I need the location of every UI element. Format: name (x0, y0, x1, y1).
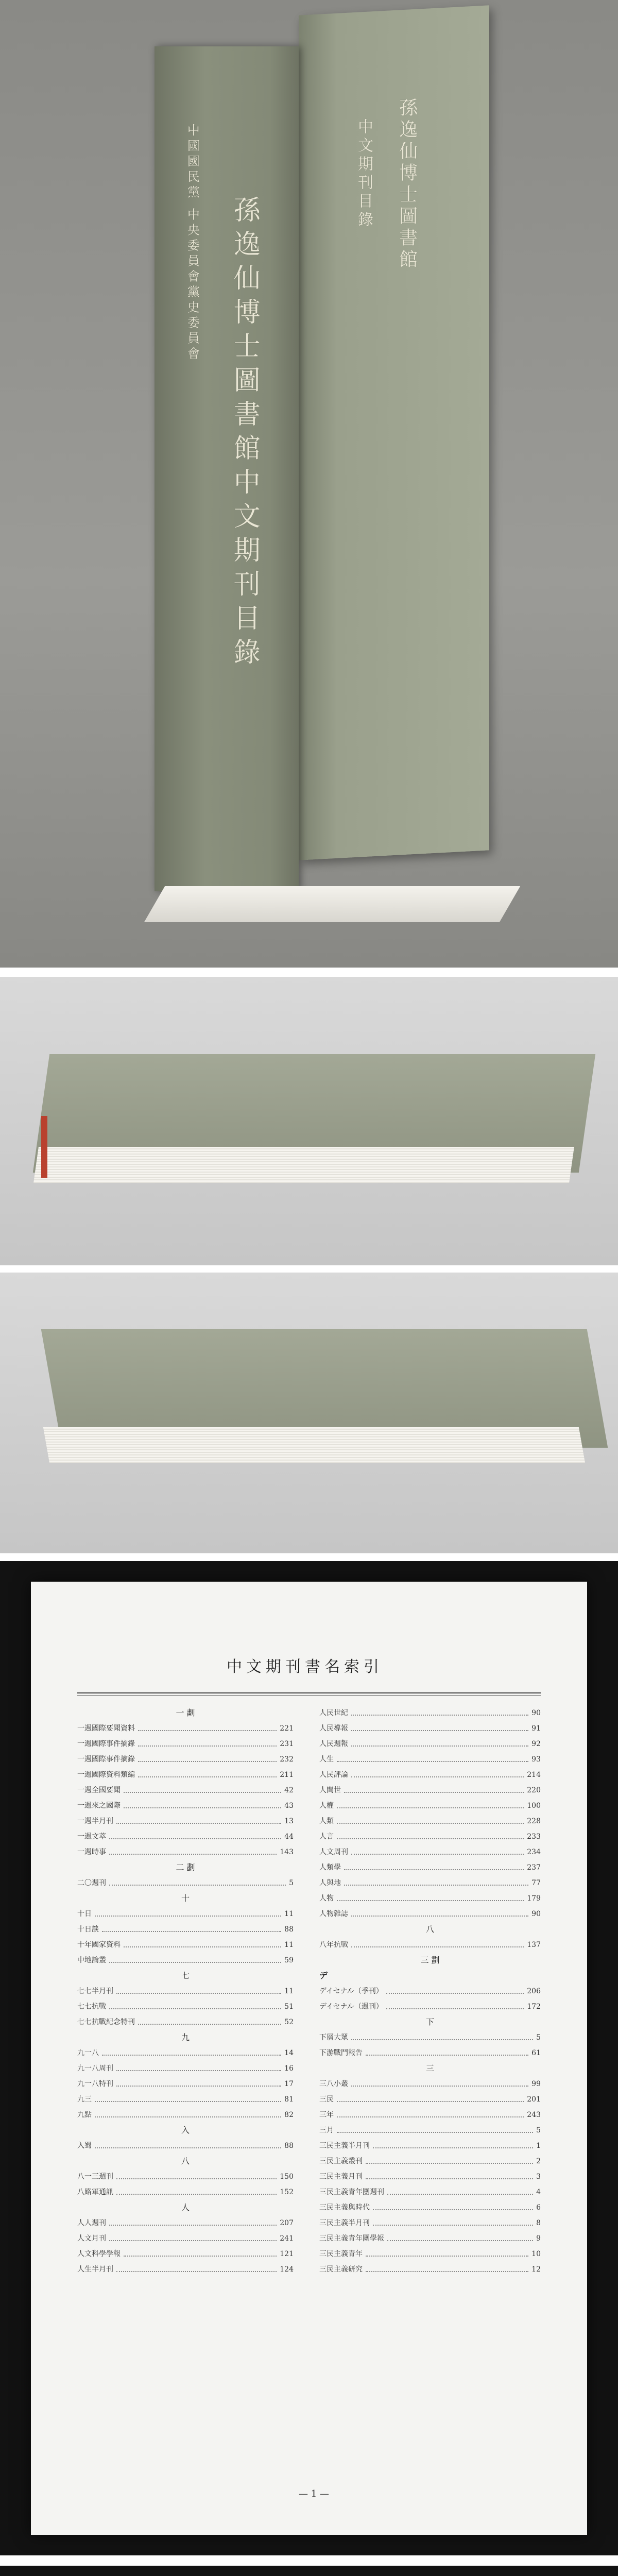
contents-entry (319, 2200, 541, 2215)
contents-entry-page: 43 (284, 1802, 294, 1810)
dot-leader (124, 1783, 281, 1793)
contents-entry-title: 人民世紀 (319, 1709, 348, 1717)
contents-left-column (77, 1705, 294, 2277)
contents-entry-title: 中地論叢 (77, 1956, 106, 1964)
dot-leader (351, 1767, 524, 1777)
contents-entry-page: 8 (536, 2219, 541, 2227)
contents-entry-page: 5 (289, 1879, 294, 1887)
contents-entry-title: 一週全國要聞 (77, 1786, 121, 1794)
contents-entry-title: 人與地 (319, 1879, 341, 1887)
dot-leader (386, 1984, 524, 1994)
contents-entry-page: 13 (284, 1817, 294, 1825)
dot-leader (138, 1721, 277, 1731)
contents-entry (77, 1875, 294, 1891)
dot-leader (373, 2215, 533, 2226)
contents-entry-title: 九一八 (77, 2049, 99, 2057)
contents-entry (77, 1736, 294, 1752)
contents-entry-title: 三民主義青年團週刊 (319, 2188, 384, 2196)
contents-entry-title: 一週國際要聞資料 (77, 1724, 135, 1733)
contents-entry-title: 一週時事 (77, 1848, 106, 1856)
contents-section-heading: 九 (181, 2032, 190, 2042)
contents-section-heading: 七 (181, 1971, 190, 1980)
contents-entry (77, 1829, 294, 1844)
contents-entry-page: 228 (527, 1817, 541, 1825)
contents-entry-title: 下游戰鬥報告 (319, 2049, 363, 2057)
contents-entry-page: 11 (284, 1987, 294, 1995)
contents-entry-page: 214 (527, 1771, 541, 1779)
contents-entry-title: 三民主義青年團學報 (319, 2234, 384, 2243)
contents-entry-page: 221 (280, 1724, 294, 1733)
cover-side-subtitle: 中文期刊目錄 (355, 118, 373, 230)
contents-entry-title: 三民主義研究 (319, 2265, 363, 2274)
contents-entry-title: 十日談 (77, 1925, 99, 1934)
contents-entry (319, 1783, 541, 1798)
contents-entry (77, 1906, 294, 1922)
contents-entry-title: 人民週報 (319, 1740, 348, 1748)
contents-entry-page: 137 (527, 1941, 541, 1949)
dot-leader (344, 1860, 524, 1870)
contents-entry-page: 241 (280, 2234, 294, 2243)
cover-side-title: 孫逸仙博士圖書館 (396, 98, 418, 271)
contents-entry-page: 12 (531, 2265, 541, 2274)
contents-entry (77, 2169, 294, 2184)
contents-entry-page: 16 (284, 2064, 294, 2073)
contents-entry-title: 三民主義與時代 (319, 2204, 370, 2212)
contents-entry (77, 2045, 294, 2061)
photo-book-spine (0, 0, 618, 968)
dot-leader (351, 1937, 524, 1947)
contents-entry (319, 2246, 541, 2262)
contents-entry (77, 2092, 294, 2107)
contents-right-column (319, 1705, 541, 2277)
contents-entry-page: 3 (536, 2173, 541, 2181)
contents-entry-page: 143 (280, 1848, 294, 1856)
contents-entry-page: 91 (531, 1724, 541, 1733)
contents-entry-page: 152 (280, 2188, 294, 2196)
contents-entry-page: 90 (531, 1709, 541, 1717)
contents-entry (319, 1829, 541, 1844)
contents-entry-page: 179 (527, 1894, 541, 1903)
contents-entry-page: 10 (531, 2250, 541, 2258)
book-pages-flat (33, 1147, 574, 1183)
contents-section-heading: 八 (425, 1924, 434, 1934)
contents-entry-page: 237 (527, 1863, 541, 1872)
contents-entry (77, 1783, 294, 1798)
dot-leader (109, 1844, 277, 1855)
dot-leader (351, 1906, 528, 1917)
contents-entry-title: 十日 (77, 1910, 92, 1918)
contents-entry-page: 99 (531, 2080, 541, 2088)
contents-entry-title: 人物雜誌 (319, 1910, 348, 1918)
title-rule (77, 1692, 541, 1693)
contents-entry (319, 1767, 541, 1783)
contents-entry-page: 2 (536, 2157, 541, 2165)
dot-leader (109, 2231, 277, 2241)
contents-entry-title: 九一八特刊 (77, 2080, 113, 2088)
contents-entry (77, 1767, 294, 1783)
contents-entry (319, 2107, 541, 2123)
contents-entry (319, 1875, 541, 1891)
dot-leader (337, 2123, 533, 2133)
contents-entry-title: 八年抗戰 (319, 1941, 348, 1949)
dot-leader (351, 2076, 528, 2087)
dot-leader (337, 1829, 524, 1839)
contents-entry-title: 九一八周刊 (77, 2064, 113, 2073)
contents-section-heading: 二 劃 (176, 1862, 195, 1872)
dot-leader (337, 1891, 524, 1901)
contents-entry-title: 一週國際事件摘錄 (77, 1740, 135, 1748)
dot-leader (109, 1999, 281, 2009)
contents-entry-title: 人權 (319, 1802, 334, 1810)
dot-leader (116, 1984, 281, 1994)
contents-entry (77, 2215, 294, 2231)
contents-entry-page: 5 (536, 2126, 541, 2134)
contents-entry (77, 2262, 294, 2277)
dot-leader (102, 2045, 281, 2056)
contents-entry (319, 2076, 541, 2092)
contents-entry (77, 2076, 294, 2092)
spine-title-text: 孫逸仙博士圖書館中文期刊目錄 (229, 196, 260, 672)
dot-leader (337, 1814, 524, 1824)
contents-entry-title: 下層大眾 (319, 2033, 348, 2042)
contents-entry-title: 三年 (319, 2111, 334, 2119)
contents-entry (77, 2184, 294, 2200)
contents-entry-title: 三民主義月刊 (319, 2173, 363, 2181)
contents-entry-page: 82 (284, 2111, 294, 2119)
contents-entry (319, 1752, 541, 1767)
book-edge-red-mark (41, 1116, 47, 1178)
contents-entry (77, 2246, 294, 2262)
dot-leader (116, 2076, 281, 2087)
contents-entry (77, 1999, 294, 2014)
contents-entry-page: 11 (284, 1941, 294, 1949)
contents-entry (319, 2030, 541, 2045)
contents-entry-title: 一週文萃 (77, 1833, 106, 1841)
contents-entry-page: 6 (536, 2204, 541, 2212)
contents-entry-page: 172 (527, 2003, 541, 2011)
dot-leader (95, 1906, 281, 1917)
dot-leader (116, 2061, 281, 2071)
contents-entry (77, 2138, 294, 2154)
contents-entry (319, 1721, 541, 1736)
dot-leader (373, 2200, 533, 2210)
contents-section-heading: 人 (181, 2202, 190, 2212)
contents-entry-page: 4 (536, 2188, 541, 2196)
contents-entry (319, 1937, 541, 1953)
photo-open-book-1 (0, 2566, 618, 2576)
contents-entry-page: 121 (280, 2250, 294, 2258)
contents-entry-title: 三八小叢 (319, 2080, 348, 2088)
contents-entry (319, 2184, 541, 2200)
contents-entry (319, 2231, 541, 2246)
dot-leader (138, 1752, 277, 1762)
contents-entry (77, 1844, 294, 1860)
book-spine (154, 46, 299, 891)
contents-entry-page: 88 (284, 2142, 294, 2150)
contents-entry-page: 61 (531, 2049, 541, 2057)
contents-entry (77, 1752, 294, 1767)
dot-leader (124, 1798, 281, 1808)
dot-leader (337, 2092, 524, 2102)
contents-entry-title: 人類學 (319, 1863, 341, 1872)
dot-leader (337, 1798, 524, 1808)
contents-entry (319, 1860, 541, 1875)
dot-leader (95, 2092, 281, 2102)
dot-leader (109, 1829, 281, 1839)
contents-entry-title: 十年國家資料 (77, 1941, 121, 1949)
contents-title: 中文期刊書名索引 (227, 1658, 383, 1676)
contents-entry (319, 2123, 541, 2138)
contents-entry-page: 9 (536, 2234, 541, 2243)
contents-entry-title: 三民主義叢刊 (319, 2157, 363, 2165)
contents-entry-title: 人民評論 (319, 1771, 348, 1779)
book-page-edge (144, 886, 520, 922)
contents-entry-page: 52 (284, 2018, 294, 2026)
contents-entry-title: 三民 (319, 2095, 334, 2104)
contents-entry-title: 三民主義半月刊 (319, 2142, 370, 2150)
contents-entry-title: 九點 (77, 2111, 92, 2119)
contents-entry-page: 233 (527, 1833, 541, 1841)
dot-leader (366, 2169, 533, 2179)
contents-entry-page: 232 (280, 1755, 294, 1764)
contents-entry (77, 1814, 294, 1829)
contents-section-heading: デ (319, 1971, 328, 1980)
contents-entry-page: 81 (284, 2095, 294, 2104)
dot-leader (337, 2107, 524, 2117)
contents-entry-title: 三月 (319, 2126, 334, 2134)
contents-entry-page: 124 (280, 2265, 294, 2274)
contents-entry-page: 59 (284, 1956, 294, 1964)
contents-entry-title: 一週國際事件摘錄 (77, 1755, 135, 1764)
contents-entry-title: 人民導報 (319, 1724, 348, 1733)
contents-entry-page: 207 (280, 2219, 294, 2227)
dot-leader (95, 2138, 281, 2148)
contents-entry-title: 人人週刊 (77, 2219, 106, 2227)
contents-entry (319, 1999, 541, 2014)
contents-entry-page: 201 (527, 2095, 541, 2104)
contents-entry-page: 150 (280, 2173, 294, 2181)
contents-entry (319, 1906, 541, 1922)
dot-leader (95, 2107, 281, 2117)
dot-leader (366, 2246, 528, 2257)
contents-entry (77, 2061, 294, 2076)
contents-entry-title: 人間世 (319, 1786, 341, 1794)
contents-entry (77, 1984, 294, 1999)
contents-entry-page: 90 (531, 1910, 541, 1918)
contents-entry-title: 入蜀 (77, 2142, 92, 2150)
contents-entry-title: 三民主義半月刊 (319, 2219, 370, 2227)
contents-entry-page: 1 (536, 2142, 541, 2150)
contents-entry (319, 2262, 541, 2277)
dot-leader (351, 1721, 528, 1731)
contents-entry (319, 1736, 541, 1752)
contents-entry-title: 人生 (319, 1755, 334, 1764)
contents-section-heading: 八 (181, 2156, 190, 2166)
contents-entry (319, 1891, 541, 1906)
contents-entry-page: 231 (280, 1740, 294, 1748)
contents-entry-page: 220 (527, 1786, 541, 1794)
contents-section-heading: 三 劃 (420, 1955, 440, 1965)
dot-leader (351, 1844, 524, 1855)
contents-entry-title: 人文月刊 (77, 2234, 106, 2243)
contents-section-heading: 下 (425, 2017, 434, 2027)
contents-entry-title: 一週半月刊 (77, 1817, 113, 1825)
dot-leader (138, 2014, 281, 2025)
contents-entry-title: 八路軍通訊 (77, 2188, 113, 2196)
contents-entry (319, 1814, 541, 1829)
dot-leader (344, 1875, 528, 1886)
contents-entry-page: 17 (284, 2080, 294, 2088)
dot-leader (373, 2138, 533, 2148)
contents-entry-page: 5 (536, 2033, 541, 2042)
contents-entry-page: 234 (527, 1848, 541, 1856)
contents-entry-title: 一週來之國際 (77, 1802, 121, 1810)
dot-leader (109, 1875, 286, 1886)
dot-leader (138, 1767, 277, 1777)
contents-entry-title: 七七抗戰 (77, 2003, 106, 2011)
dot-leader (116, 1814, 281, 1824)
dot-leader (116, 2184, 277, 2195)
contents-entry-title: 人言 (319, 1833, 334, 1841)
contents-entry-page: 206 (527, 1987, 541, 1995)
contents-entry (77, 1937, 294, 1953)
contents-entry (319, 1798, 541, 1814)
contents-entry (77, 1922, 294, 1937)
dot-leader (337, 1752, 528, 1762)
photo-book-edge-2 (0, 1273, 618, 1553)
contents-entry-title: 人物 (319, 1894, 334, 1903)
dot-leader (366, 2154, 533, 2164)
contents-entry (77, 2231, 294, 2246)
contents-entry-title: 三民主義青年 (319, 2250, 363, 2258)
contents-entry (77, 1953, 294, 1968)
contents-entry (319, 1705, 541, 1721)
photo-book-edge-1 (0, 977, 618, 1265)
contents-entry-page: 211 (280, 1771, 294, 1779)
dot-leader (351, 1705, 528, 1716)
contents-entry-title: 七七抗戰紀念特刊 (77, 2018, 135, 2026)
contents-section-heading: 入 (181, 2125, 190, 2135)
dot-leader (109, 2215, 277, 2226)
contents-entry-title: 人文周刊 (319, 1848, 348, 1856)
contents-entry (319, 2154, 541, 2169)
contents-section-heading: 一 劃 (176, 1708, 195, 1718)
dot-leader (351, 1736, 528, 1747)
contents-entry-page: 77 (531, 1879, 541, 1887)
contents-entry-title: デイセナル（季刊） (319, 1987, 383, 1995)
contents-entry (77, 1798, 294, 1814)
contents-entry-page: 92 (531, 1740, 541, 1748)
contents-entry (319, 1984, 541, 1999)
contents-entry-title: 人生半月刊 (77, 2265, 113, 2274)
contents-entry-page: 243 (527, 2111, 541, 2119)
dot-leader (109, 1953, 281, 1963)
dot-leader (351, 2030, 533, 2040)
contents-entry-page: 11 (284, 1910, 294, 1918)
dot-leader (387, 2231, 533, 2241)
dot-leader (366, 2045, 528, 2056)
book-front-cover-angled (299, 5, 489, 860)
spine-publisher-text: 中國國民黨 中央委員會黨史委員會 (185, 124, 200, 363)
dot-leader (138, 1736, 277, 1747)
contents-entry (77, 2014, 294, 2030)
contents-entry-title: 人類 (319, 1817, 334, 1825)
contents-entry (77, 1721, 294, 1736)
dot-leader (124, 1937, 281, 1947)
contents-entry-title: 人文科學學報 (77, 2250, 121, 2258)
contents-entry-title: デイセナル（週刊） (319, 2003, 383, 2011)
dot-leader (386, 1999, 524, 2009)
dot-leader (116, 2169, 277, 2179)
contents-entry-page: 42 (284, 1786, 294, 1794)
contents-entry-title: 二〇週刊 (77, 1879, 106, 1887)
contents-entry-title: 七七半月刊 (77, 1987, 113, 1995)
contents-sheet (31, 1582, 587, 2535)
dot-leader (116, 2262, 277, 2272)
contents-entry-page: 44 (284, 1833, 294, 1841)
contents-entry-title: 八一三週刊 (77, 2173, 113, 2181)
dot-leader (366, 2262, 528, 2272)
contents-entry-title: 一週國際資料類編 (77, 1771, 135, 1779)
contents-section-heading: 三 (425, 2063, 434, 2073)
contents-entry (319, 1844, 541, 1860)
contents-entry-page: 88 (284, 1925, 294, 1934)
dot-leader (124, 2246, 277, 2257)
contents-entry-page: 51 (284, 2003, 294, 2011)
contents-entry (319, 2092, 541, 2107)
contents-entry-page: 93 (531, 1755, 541, 1764)
dot-leader (344, 1783, 524, 1793)
contents-entry-title: 九三 (77, 2095, 92, 2104)
page-number: — 1 — (299, 2488, 329, 2499)
dot-leader (102, 1922, 281, 1932)
photo-contents-page (0, 1561, 618, 2555)
book-pages-flat (43, 1427, 585, 1463)
contents-entry (319, 2045, 541, 2061)
contents-entry (319, 2215, 541, 2231)
dot-leader (387, 2184, 533, 2195)
contents-entry (319, 2138, 541, 2154)
contents-entry-page: 14 (284, 2049, 294, 2057)
contents-section-heading: 十 (181, 1893, 190, 1903)
contents-entry (319, 2169, 541, 2184)
contents-entry-page: 100 (527, 1802, 541, 1810)
contents-entry (77, 2107, 294, 2123)
